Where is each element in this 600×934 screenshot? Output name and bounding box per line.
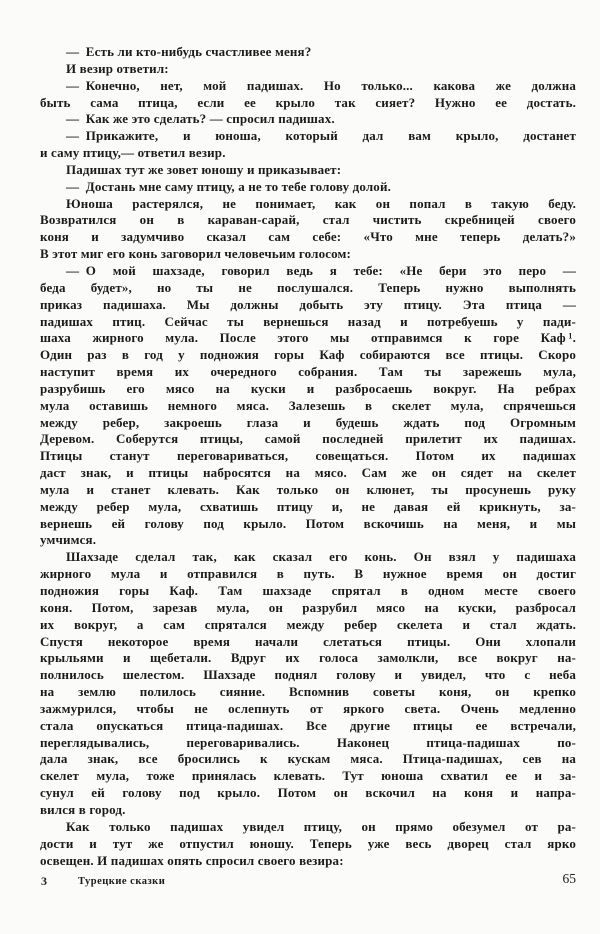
text-line: Один раз в год у подножия горы Каф собираются все птицы. Скоро bbox=[40, 347, 576, 363]
text-line: переглядывались, переговаривались. Наконец птица-падишах по- bbox=[40, 734, 576, 750]
text-line: скелет мула, тоже принялась клевать. Тут юноша схватил ее и за- bbox=[40, 768, 576, 784]
page-text bbox=[40, 44, 576, 869]
text-line: Шахзаде сделал так, как сказал его конь. Он взял у падишаха bbox=[66, 549, 576, 565]
text-line: — Прикажите, и юноша, который дал вам крыло, достанет bbox=[66, 128, 576, 144]
text-line: — Достань мне саму птицу, а не то тебе голову долой. bbox=[66, 178, 391, 194]
text-line: В этот миг его конь заговорил человечьим голосом: bbox=[40, 246, 352, 262]
text-line: и саму птицу,— ответил везир. bbox=[40, 145, 226, 161]
text-line: жирного мула и отправился в путь. В нужное время он достиг bbox=[40, 566, 576, 582]
signature-mark: 3 bbox=[41, 874, 47, 888]
text-line: — О мой шахзаде, говорил ведь я тебе: «Не бери это перо — bbox=[66, 262, 576, 278]
text-line: освещен. И падишах опять спросил своего везира: bbox=[40, 852, 344, 868]
text-line: стала опускаться птица-падишах. Все другие птицы ее встречали, bbox=[40, 717, 576, 733]
text-line: мула оставишь немного мяса. Залезешь в скелет мула, спрячешься bbox=[40, 397, 576, 413]
text-line: падишах птиц. Сейчас ты вернешься назад и потребуешь у пади- bbox=[40, 313, 576, 329]
text-line: Юноша растерялся, не понимает, как он попал в такую беду. bbox=[66, 195, 576, 211]
page-number: 65 bbox=[562, 871, 576, 886]
text-line: разрубишь его мясо на куски и разбросаешь вокруг. На ребрах bbox=[40, 380, 576, 396]
text-line: между ребер мула, схватишь птицу и, не давая ей крикнуть, за- bbox=[40, 498, 576, 514]
text-line: крыльями и щебетали. Вдруг их голоса замолкли, все вокруг на- bbox=[40, 650, 576, 666]
text-line: на землю полилось сияние. Вспомнив советы коня, он крепко bbox=[40, 684, 576, 700]
text-line: Как только падишах увидел птицу, он прямо обезумел от ра- bbox=[66, 818, 576, 834]
text-line: наступит время их очередного собрания. Там ты зарежешь мула, bbox=[40, 364, 576, 380]
text-line: умчимся. bbox=[40, 532, 97, 548]
text-line: коня. Потом, зарезав мула, он разрубил мясо на куски, разбросал bbox=[40, 599, 576, 615]
text-line: сунул ей голову под крыло. Потом он вскочил на коня и напра- bbox=[40, 785, 576, 801]
text-line: — Как же это сделать? — спросил падишах. bbox=[66, 111, 335, 127]
text-line: дости и тут же отпустил юношу. Теперь уже весь дворец стал ярко bbox=[40, 835, 576, 851]
text-line: — Конечно, нет, мой падишах. Но только... какова же должна bbox=[66, 77, 576, 93]
text-line: подножия горы Каф. Там шахзаде спрятал в одном месте своего bbox=[40, 583, 576, 598]
text-line: Деревом. Соберутся птицы, самой последней прилетит их падишах. bbox=[40, 431, 576, 447]
text-line: Возвратился он в караван-сарай, стал чистить скребницей своего bbox=[40, 212, 576, 228]
text-line: их вокруг, а сам спрятался между ребер скелета и стал ждать. bbox=[40, 616, 576, 632]
text-line: вился в город. bbox=[40, 801, 126, 817]
text-line: И везир ответил: bbox=[66, 60, 169, 76]
text-line: приказ падишаха. Мы должны добыть эту птицу. Эта птица — bbox=[40, 296, 576, 312]
text-line: — Есть ли кто-нибудь счастливее меня? bbox=[66, 44, 312, 59]
text-line: Падишах тут же зовет юношу и приказывает: bbox=[66, 161, 342, 177]
running-title: Турецкие сказки bbox=[78, 876, 166, 887]
text-line: мула и станет клевать. Как только он клюнет, ты просунешь руку bbox=[40, 481, 576, 497]
text-line: вернешь ей голову под крыло. Потом вскочишь на меня, и мы bbox=[40, 515, 576, 531]
text-line: зажмурился, чтобы не ослепнуть от яркого света. Очень медленно bbox=[40, 700, 576, 716]
text-line: между ребер, закроешь глаза и будешь ждать под Огромным bbox=[40, 414, 576, 430]
text-line: быть сама птица, если ее крыло так сияет? Нужно ее достать. bbox=[40, 94, 576, 110]
text-line: даст знак, и птицы набросятся на мясо. Сам же он сядет на скелет bbox=[40, 465, 576, 481]
text-line: полнилось шелестом. Шахзаде поднял голову и увидел, что с неба bbox=[40, 667, 576, 683]
text-line: коня и задумчиво сказал сам себе: «Что мне теперь делать?» bbox=[40, 229, 576, 245]
text-line: беда будет», но ты не послушался. Теперь нужно выполнять bbox=[40, 279, 576, 295]
text-line: Птицы станут переговариваться, совещаться. Потом их падишах bbox=[40, 448, 576, 464]
text-line: Спустя некоторое время начали слетаться птицы. Они хлопали bbox=[40, 633, 576, 649]
text-line: шаха жирного мула. После этого мы отправимся к горе Каф ¹. bbox=[40, 330, 576, 346]
text-line: дала знак, все бросились к кускам мяса. Птица-падишах, сев на bbox=[40, 751, 576, 767]
